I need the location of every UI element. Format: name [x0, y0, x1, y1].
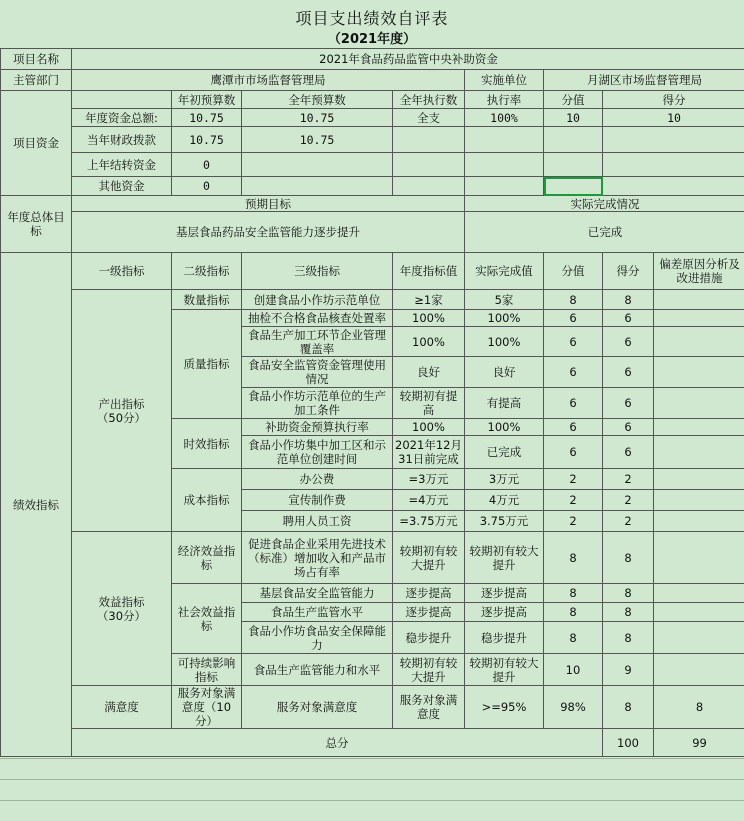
- funds-section-label[interactable]: 项目资金: [1, 91, 72, 196]
- perf-row-target[interactable]: ≥1家: [393, 290, 465, 310]
- perf-row-deviation[interactable]: [654, 436, 744, 469]
- output-indicator-label[interactable]: 产出指标 （50分）: [72, 290, 172, 532]
- dept-row: [1, 70, 744, 91]
- total-got[interactable]: 99: [654, 729, 744, 757]
- perf-section-label[interactable]: 绩效指标: [1, 253, 72, 757]
- perf-row-target[interactable]: 100%: [393, 419, 465, 436]
- perf-row-indicator[interactable]: 创建食品小作坊示范单位: [242, 290, 393, 310]
- empty-grid-area: [0, 758, 744, 821]
- perf-row-actual[interactable]: 逐步提高: [465, 603, 544, 622]
- perf-row-got[interactable]: 6: [603, 436, 654, 469]
- perf-row-got[interactable]: 8: [603, 532, 654, 584]
- perf-row-indicator[interactable]: 基层食品安全监管能力: [242, 584, 393, 603]
- perf-row-got[interactable]: 8: [603, 603, 654, 622]
- perf-row-indicator[interactable]: 食品安全监管资金管理使用情况: [242, 357, 393, 388]
- perf-header-l3[interactable]: 三级指标: [242, 253, 393, 290]
- satisfaction-label[interactable]: 满意度: [72, 686, 172, 729]
- funds-header-exec[interactable]: 全年执行数: [393, 91, 465, 109]
- perf-row-target[interactable]: 良好: [393, 357, 465, 388]
- evaluation-table: [0, 48, 744, 757]
- funds-row-got[interactable]: [603, 177, 744, 196]
- perf-row-score[interactable]: 8: [544, 532, 603, 584]
- goal-header-row: [1, 196, 744, 212]
- satisfaction-l1[interactable]: 服务对象满意度（10分）: [172, 686, 242, 729]
- perf-row-actual[interactable]: 100%: [465, 419, 544, 436]
- goal-label[interactable]: 年度总体目标: [1, 196, 72, 253]
- dept-value[interactable]: 鹰潭市市场监督管理局: [72, 70, 465, 91]
- satisfaction-score[interactable]: 8: [603, 686, 654, 729]
- perf-row-actual[interactable]: 较期初有较大提升: [465, 654, 544, 686]
- perf-row-actual[interactable]: 4万元: [465, 490, 544, 511]
- funds-row: [1, 153, 744, 177]
- perf-row-score[interactable]: 8: [544, 584, 603, 603]
- funds-header-rate[interactable]: 执行率: [465, 91, 544, 109]
- perf-row-actual[interactable]: 100%: [465, 310, 544, 327]
- sheet-title: 项目支出绩效自评表: [295, 9, 449, 28]
- perf-row-indicator[interactable]: 聘用人员工资: [242, 511, 393, 532]
- perf-row-indicator[interactable]: 食品小作坊示范单位的生产加工条件: [242, 388, 393, 419]
- perf-row-indicator[interactable]: 补助资金预算执行率: [242, 419, 393, 436]
- funds-row-rate[interactable]: [465, 127, 544, 153]
- funds-header-initial[interactable]: 年初预算数: [172, 91, 242, 109]
- perf-row-score[interactable]: 6: [544, 436, 603, 469]
- funds-row-label[interactable]: 当年财政拨款: [72, 127, 172, 153]
- funds-row-exec[interactable]: [393, 177, 465, 196]
- perf-row-indicator[interactable]: 抽检不合格食品核查处置率: [242, 310, 393, 327]
- perf-row-deviation[interactable]: [654, 327, 744, 357]
- funds-header-annual[interactable]: 全年预算数: [242, 91, 393, 109]
- perf-row-got[interactable]: 2: [603, 511, 654, 532]
- funds-row: [1, 109, 744, 127]
- impl-label[interactable]: 实施单位: [465, 70, 544, 91]
- perf-row-got[interactable]: 6: [603, 419, 654, 436]
- perf-row: [1, 290, 744, 310]
- perf-row-got[interactable]: 8: [603, 622, 654, 654]
- funds-header-got[interactable]: 得分: [603, 91, 744, 109]
- benefit-indicator-label[interactable]: 效益指标 （30分）: [72, 532, 172, 686]
- perf-row-deviation[interactable]: [654, 469, 744, 490]
- project-name-row: [1, 49, 744, 70]
- perf-row-score[interactable]: 2: [544, 490, 603, 511]
- funds-row-got[interactable]: [603, 153, 744, 177]
- funds-row-exec[interactable]: 全支: [393, 109, 465, 127]
- time-indicator-label[interactable]: 时效指标: [172, 419, 242, 469]
- funds-corner-cell[interactable]: [72, 91, 172, 109]
- perf-row-actual[interactable]: 3.75万元: [465, 511, 544, 532]
- perf-row-deviation[interactable]: [654, 490, 744, 511]
- satisfaction-indicator[interactable]: 服务对象满意度: [393, 686, 465, 729]
- perf-row-indicator[interactable]: 宣传制作费: [242, 490, 393, 511]
- perf-row-got[interactable]: 9: [603, 654, 654, 686]
- cost-indicator-label[interactable]: 成本指标: [172, 469, 242, 532]
- perf-row-deviation[interactable]: [654, 310, 744, 327]
- funds-row-annual[interactable]: [242, 153, 393, 177]
- perf-row-actual[interactable]: 较期初有较大提升: [465, 532, 544, 584]
- perf-row-target[interactable]: 较期初有提高: [393, 388, 465, 419]
- funds-row-initial[interactable]: 0: [172, 177, 242, 196]
- funds-row-initial[interactable]: 0: [172, 153, 242, 177]
- perf-row-indicator[interactable]: 办公费: [242, 469, 393, 490]
- perf-row: [1, 532, 744, 584]
- funds-header-score[interactable]: 分值: [544, 91, 603, 109]
- funds-header-row: [1, 91, 744, 109]
- perf-row-target[interactable]: 较期初有较大提升: [393, 532, 465, 584]
- funds-row-rate[interactable]: [465, 177, 544, 196]
- perf-row-deviation[interactable]: [654, 654, 744, 686]
- perf-row-deviation[interactable]: [654, 532, 744, 584]
- project-name-label[interactable]: 项目名称: [1, 49, 72, 70]
- perf-row-score[interactable]: 6: [544, 310, 603, 327]
- sheet-subtitle: （2021年度）: [327, 32, 417, 47]
- perf-row-deviation[interactable]: [654, 388, 744, 419]
- perf-row-target[interactable]: 逐步提高: [393, 603, 465, 622]
- funds-row-rate[interactable]: 100%: [465, 109, 544, 127]
- goal-actual-label[interactable]: 实际完成情况: [465, 196, 744, 212]
- perf-row-deviation[interactable]: [654, 511, 744, 532]
- funds-row-exec[interactable]: [393, 153, 465, 177]
- econ-indicator-label[interactable]: 经济效益指标: [172, 532, 242, 584]
- perf-row-got[interactable]: 6: [603, 357, 654, 388]
- perf-row-deviation[interactable]: [654, 419, 744, 436]
- funds-row-initial[interactable]: 10.75: [172, 127, 242, 153]
- perf-row-actual[interactable]: 5家: [465, 290, 544, 310]
- funds-row-initial[interactable]: 10.75: [172, 109, 242, 127]
- perf-row-actual[interactable]: 逐步提高: [465, 584, 544, 603]
- perf-header-got[interactable]: 得分: [603, 253, 654, 290]
- funds-row-score[interactable]: 10: [544, 109, 603, 127]
- funds-row-score[interactable]: [544, 127, 603, 153]
- funds-row-got[interactable]: 10: [603, 109, 744, 127]
- perf-row-score[interactable]: 6: [544, 357, 603, 388]
- perf-row-indicator[interactable]: 食品生产监管能力和水平: [242, 654, 393, 686]
- perf-row-actual[interactable]: 有提高: [465, 388, 544, 419]
- perf-row-deviation[interactable]: [654, 290, 744, 310]
- perf-row-score[interactable]: 2: [544, 511, 603, 532]
- funds-row-label[interactable]: 其他资金: [72, 177, 172, 196]
- goal-content-row: [1, 212, 744, 253]
- perf-row-actual[interactable]: 100%: [465, 327, 544, 357]
- goal-expected-label[interactable]: 预期目标: [72, 196, 465, 212]
- funds-row-annual[interactable]: [242, 177, 393, 196]
- perf-row-got[interactable]: 8: [603, 584, 654, 603]
- satisfaction-target[interactable]: >=95%: [465, 686, 544, 729]
- perf-row-score[interactable]: 6: [544, 388, 603, 419]
- perf-header-row: [1, 253, 744, 290]
- perf-header-target[interactable]: 年度指标值: [393, 253, 465, 290]
- perf-row-got[interactable]: 2: [603, 469, 654, 490]
- project-name-value[interactable]: 2021年食品药品监管中央补助资金: [72, 49, 744, 70]
- perf-row-target[interactable]: 100%: [393, 310, 465, 327]
- perf-row-target[interactable]: 稳步提升: [393, 622, 465, 654]
- funds-row-label[interactable]: 年度资金总额:: [72, 109, 172, 127]
- funds-row-rate[interactable]: [465, 153, 544, 177]
- perf-row-indicator[interactable]: 食品小作坊食品安全保障能力: [242, 622, 393, 654]
- satisfaction-actual[interactable]: 98%: [544, 686, 603, 729]
- perf-row-actual[interactable]: 3万元: [465, 469, 544, 490]
- funds-row-annual[interactable]: 10.75: [242, 109, 393, 127]
- perf-header-actual[interactable]: 实际完成值: [465, 253, 544, 290]
- perf-row-actual[interactable]: 已完成: [465, 436, 544, 469]
- sustain-indicator-label[interactable]: 可持续影响指标: [172, 654, 242, 686]
- perf-row-indicator[interactable]: 促进食品企业采用先进技术（标准）增加收入和产品市场占有率: [242, 532, 393, 584]
- impl-value[interactable]: 月湖区市场监督管理局: [544, 70, 744, 91]
- total-score[interactable]: 100: [603, 729, 654, 757]
- goal-expected-text[interactable]: 基层食品药品安全监管能力逐步提升: [72, 212, 465, 253]
- perf-row-score[interactable]: 10: [544, 654, 603, 686]
- perf-row-got[interactable]: 2: [603, 490, 654, 511]
- perf-row-got[interactable]: 6: [603, 388, 654, 419]
- funds-row: [1, 127, 744, 153]
- perf-row-score[interactable]: 2: [544, 469, 603, 490]
- total-label[interactable]: 总分: [72, 729, 603, 757]
- perf-row-got[interactable]: 8: [603, 290, 654, 310]
- dept-label[interactable]: 主管部门: [1, 70, 72, 91]
- total-row: [1, 729, 744, 757]
- qty-indicator-label[interactable]: 数量指标: [172, 290, 242, 310]
- satisfaction-l2[interactable]: 服务对象满意度: [242, 686, 393, 729]
- perf-row-deviation[interactable]: [654, 622, 744, 654]
- perf-row-deviation[interactable]: [654, 584, 744, 603]
- quality-indicator-label[interactable]: 质量指标: [172, 310, 242, 419]
- perf-row-score[interactable]: 6: [544, 327, 603, 357]
- perf-row-score[interactable]: 8: [544, 290, 603, 310]
- perf-row-deviation[interactable]: [654, 357, 744, 388]
- perf-row-score[interactable]: 6: [544, 419, 603, 436]
- funds-row: [1, 177, 744, 196]
- funds-row-got[interactable]: [603, 127, 744, 153]
- perf-row-got[interactable]: 6: [603, 310, 654, 327]
- funds-row-score-selected-cell[interactable]: [544, 177, 603, 196]
- funds-row-exec[interactable]: [393, 127, 465, 153]
- perf-row-target[interactable]: =3.75万元: [393, 511, 465, 532]
- perf-row-target[interactable]: 较期初有较大提升: [393, 654, 465, 686]
- perf-row-score[interactable]: 8: [544, 603, 603, 622]
- perf-header-l2[interactable]: 二级指标: [172, 253, 242, 290]
- perf-row-target[interactable]: 100%: [393, 327, 465, 357]
- perf-header-score[interactable]: 分值: [544, 253, 603, 290]
- perf-row-target[interactable]: 2021年12月31日前完成: [393, 436, 465, 469]
- funds-row-label[interactable]: 上年结转资金: [72, 153, 172, 177]
- perf-row-indicator[interactable]: 食品生产加工环节企业管理覆盖率: [242, 327, 393, 357]
- perf-row-indicator[interactable]: 食品小作坊集中加工区和示范单位创建时间: [242, 436, 393, 469]
- perf-row-target[interactable]: =3万元: [393, 469, 465, 490]
- satisfaction-got[interactable]: 8: [654, 686, 744, 729]
- funds-row-score[interactable]: [544, 153, 603, 177]
- perf-row-actual[interactable]: 稳步提升: [465, 622, 544, 654]
- perf-row-target[interactable]: 逐步提高: [393, 584, 465, 603]
- goal-actual-text[interactable]: 已完成: [465, 212, 744, 253]
- satisfaction-row: [1, 686, 744, 729]
- perf-row-score[interactable]: 8: [544, 622, 603, 654]
- funds-row-annual[interactable]: 10.75: [242, 127, 393, 153]
- perf-row-got[interactable]: 6: [603, 327, 654, 357]
- perf-header-l1[interactable]: 一级指标: [72, 253, 172, 290]
- perf-row-indicator[interactable]: 食品生产监管水平: [242, 603, 393, 622]
- perf-header-deviation[interactable]: 偏差原因分析及改进措施: [654, 253, 744, 290]
- social-indicator-label[interactable]: 社会效益指标: [172, 584, 242, 654]
- perf-row-deviation[interactable]: [654, 603, 744, 622]
- perf-row-actual[interactable]: 良好: [465, 357, 544, 388]
- perf-row-target[interactable]: =4万元: [393, 490, 465, 511]
